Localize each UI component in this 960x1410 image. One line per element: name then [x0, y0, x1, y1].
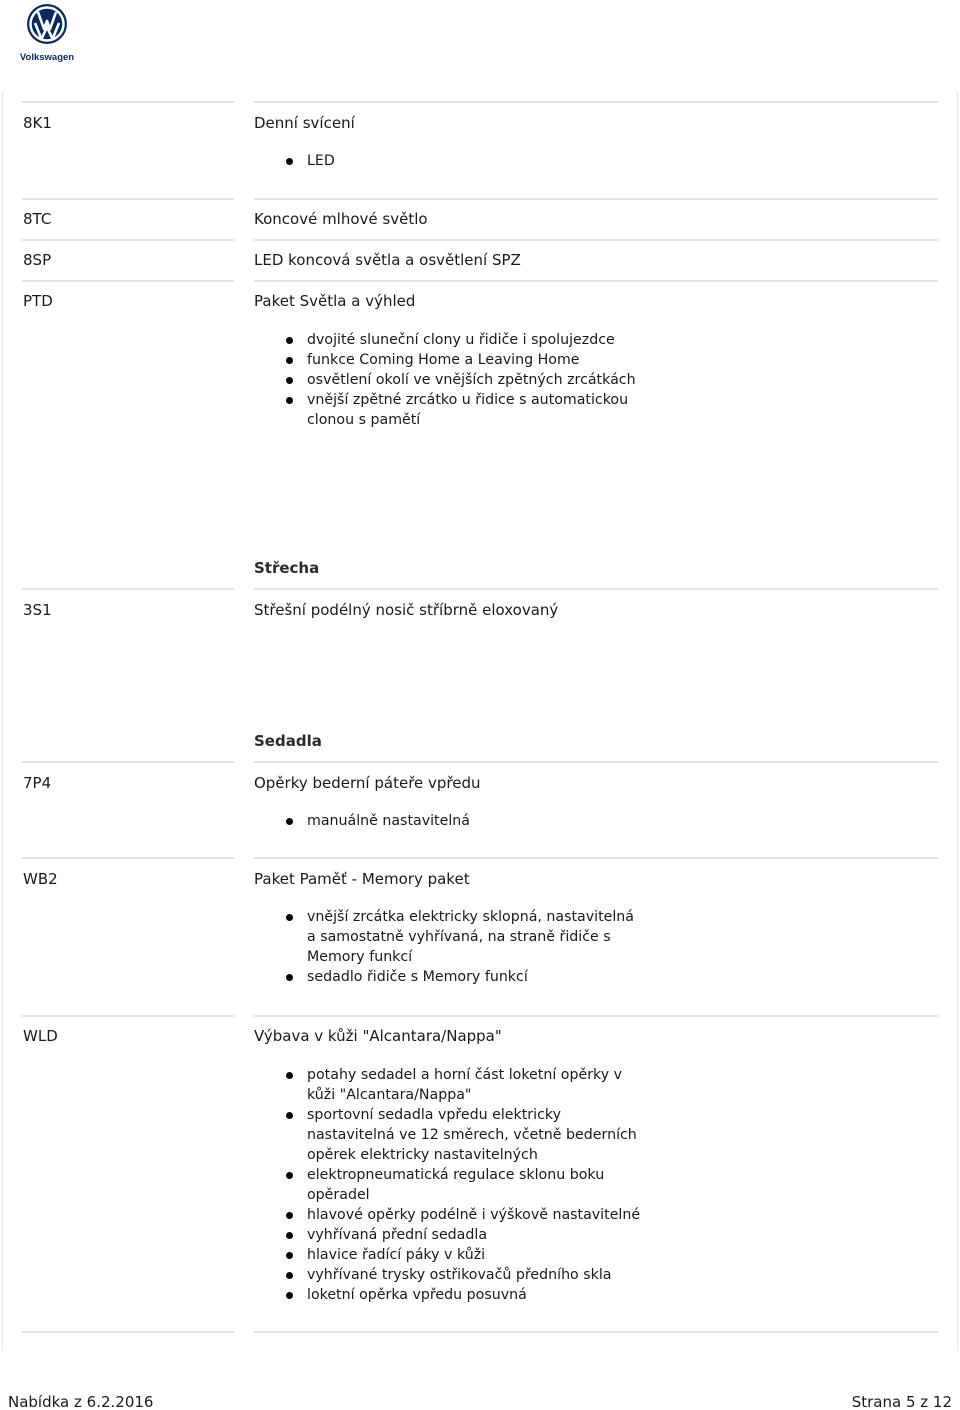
- option-title: Denní svícení: [254, 114, 355, 132]
- option-code: WLD: [23, 1027, 58, 1045]
- option-title: Paket Světla a výhled: [254, 292, 416, 310]
- option-title: LED koncová světla a osvětlení SPZ: [254, 251, 521, 269]
- frame-line: [957, 92, 958, 1350]
- option-code: 8K1: [23, 114, 52, 132]
- bullet-item: LED: [307, 151, 647, 171]
- divider: [254, 198, 938, 200]
- divider: [22, 761, 234, 763]
- footer-date: Nabídka z 6.2.2016: [8, 1393, 154, 1410]
- divider: [22, 198, 234, 200]
- bullet-list: [307, 907, 647, 987]
- bullet-item: osvětlení okolí ve vnějších zpětných zrcátkách: [307, 370, 647, 390]
- divider: [22, 280, 234, 282]
- bullet-item: sedadlo řidiče s Memory funkcí: [307, 967, 647, 987]
- divider: [254, 761, 938, 763]
- bullet-item: funkce Coming Home a Leaving Home: [307, 350, 647, 370]
- page-number: Strana 5 z 12: [851, 1393, 952, 1410]
- divider: [22, 857, 234, 859]
- vw-logo-icon: [18, 3, 76, 45]
- option-title: Paket Paměť - Memory paket: [254, 870, 470, 888]
- bullet-item: vyhřívaná přední sedadla: [307, 1225, 647, 1245]
- option-title: Střešní podélný nosič stříbrně eloxovaný: [254, 601, 559, 619]
- frame-line: [2, 92, 3, 1350]
- divider: [254, 588, 938, 590]
- option-code: 8SP: [23, 251, 52, 269]
- bullet-item: potahy sedadel a horní část loketní opěrky v kůži "Alcantara/Nappa": [307, 1065, 647, 1105]
- option-title: Výbava v kůži "Alcantara/Nappa": [254, 1027, 502, 1045]
- divider: [254, 1015, 938, 1017]
- divider: [254, 1331, 938, 1333]
- bullet-item: dvojité sluneční clony u řidiče i spolujezdce: [307, 330, 647, 350]
- bullet-item: vnější zrcátka elektricky sklopná, nastavitelná a samostatně vyhřívaná, na straně řidiče s Memory funkcí: [307, 907, 647, 967]
- bullet-item: hlavice řadící páky v kůži: [307, 1245, 647, 1265]
- bullet-list: [307, 1065, 647, 1305]
- bullet-item: vyhřívané trysky ostřikovačů předního skla: [307, 1265, 647, 1285]
- bullet-item: sportovní sedadla vpředu elektricky nastavitelná ve 12 směrech, včetně bederních opěrek elektricky nastavitelných: [307, 1105, 647, 1165]
- section-heading: Střecha: [254, 559, 320, 577]
- divider: [254, 857, 938, 859]
- bullet-list: [307, 811, 647, 831]
- brand-name: Volkswagen: [19, 52, 75, 63]
- divider: [22, 101, 234, 103]
- option-title: Opěrky bederní páteře vpředu: [254, 774, 481, 792]
- option-code: 7P4: [23, 774, 52, 792]
- section-heading: Sedadla: [254, 732, 322, 750]
- bullet-item: manuálně nastavitelná: [307, 811, 647, 831]
- bullet-item: elektropneumatická regulace sklonu boku opěradel: [307, 1165, 647, 1205]
- option-title: Koncové mlhové světlo: [254, 210, 428, 228]
- bullet-list: [307, 330, 647, 430]
- bullet-item: loketní opěrka vpředu posuvná: [307, 1285, 647, 1305]
- divider: [22, 1015, 234, 1017]
- divider: [22, 588, 234, 590]
- bullet-item: hlavové opěrky podélně i výškově nastavitelné: [307, 1205, 647, 1225]
- divider: [22, 239, 234, 241]
- divider: [22, 1331, 234, 1333]
- bullet-list: [307, 151, 647, 171]
- bullet-item: vnější zpětné zrcátko u řidice s automatickou clonou s pamětí: [307, 390, 647, 430]
- divider: [254, 101, 938, 103]
- option-code: 3S1: [23, 601, 52, 619]
- option-code: PTD: [23, 292, 53, 310]
- divider: [254, 280, 938, 282]
- divider: [254, 239, 938, 241]
- option-code: WB2: [23, 870, 58, 888]
- brand-logo: [18, 3, 76, 65]
- option-code: 8TC: [23, 210, 52, 228]
